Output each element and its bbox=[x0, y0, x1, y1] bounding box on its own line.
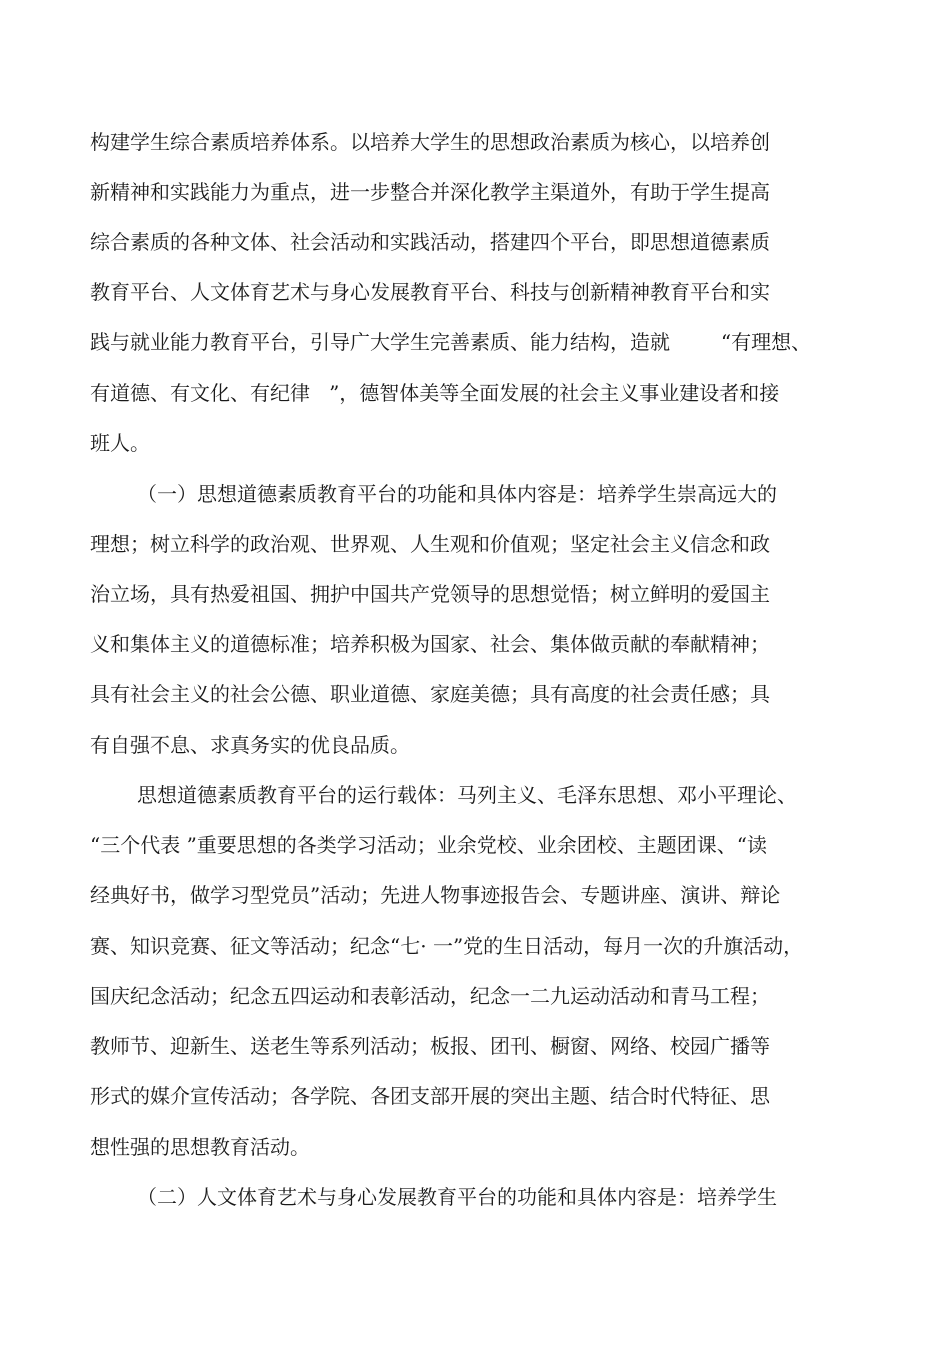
text-line: 治立场，具有热爱祖国、拥护中国共产党领导的思想觉悟；树立鲜明的爱国主 bbox=[90, 582, 770, 606]
text-line: 践与就业能力教育平台，引导广大学生完善素质、能力结构，造就 “有理想、 bbox=[90, 330, 812, 354]
text-line: 想性强的思想教育活动。 bbox=[90, 1135, 310, 1159]
text-line: 义和集体主义的道德标准；培养积极为国家、社会、集体做贡献的奉献精神； bbox=[90, 632, 770, 656]
text-line: 有道德、有文化、有纪律 ”，德智体美等全面发展的社会主义事业建设者和接 bbox=[90, 381, 780, 405]
section-heading: （二）人文体育艺术与身心发展教育平台的功能和具体内容是：培养学生 bbox=[137, 1185, 777, 1209]
text-line: 形式的媒介宣传活动；各学院、各团支部开展的突出主题、结合时代特征、思 bbox=[90, 1084, 770, 1108]
text-line: 教师节、迎新生、送老生等系列活动；板报、团刊、橱窗、网络、校园广播等 bbox=[90, 1034, 770, 1058]
text-line: 有自强不息、求真务实的优良品质。 bbox=[90, 733, 410, 757]
text-line: 教育平台、人文体育艺术与身心发展教育平台、科技与创新精神教育平台和实 bbox=[90, 280, 770, 304]
text-line: 新精神和实践能力为重点，进一步整合并深化教学主渠道外，有助于学生提高 bbox=[90, 180, 770, 204]
text-line: 理想；树立科学的政治观、世界观、人生观和价值观；坚定社会主义信念和政 bbox=[90, 532, 770, 556]
text-line: 经典好书，做学习型党员”活动；先进人物事迹报告会、专题讲座、演讲、辩论 bbox=[90, 883, 781, 907]
section-heading: （一）思想道德素质教育平台的功能和具体内容是：培养学生崇高远大的 bbox=[137, 482, 777, 506]
text-line: “三个代表 ”重要思想的各类学习活动；业余党校、业余团校、主题团课、“读 bbox=[90, 833, 768, 857]
paragraph-start: 思想道德素质教育平台的运行载体：马列主义、毛泽东思想、邓小平理论、 bbox=[137, 783, 797, 807]
text-line: 国庆纪念活动；纪念五四运动和表彰活动，纪念一二九运动活动和青马工程； bbox=[90, 984, 770, 1008]
text-line: 具有社会主义的社会公德、职业道德、家庭美德；具有高度的社会责任感；具 bbox=[90, 682, 770, 706]
text-line: 构建学生综合素质培养体系。以培养大学生的思想政治素质为核心，以培养创 bbox=[90, 130, 770, 154]
text-line: 综合素质的各种文体、社会活动和实践活动，搭建四个平台，即思想道德素质 bbox=[90, 230, 770, 254]
text-line: 赛、知识竞赛、征文等活动；纪念“七· 一”党的生日活动，每月一次的升旗活动， bbox=[90, 934, 804, 958]
text-line: 班人。 bbox=[90, 431, 150, 455]
